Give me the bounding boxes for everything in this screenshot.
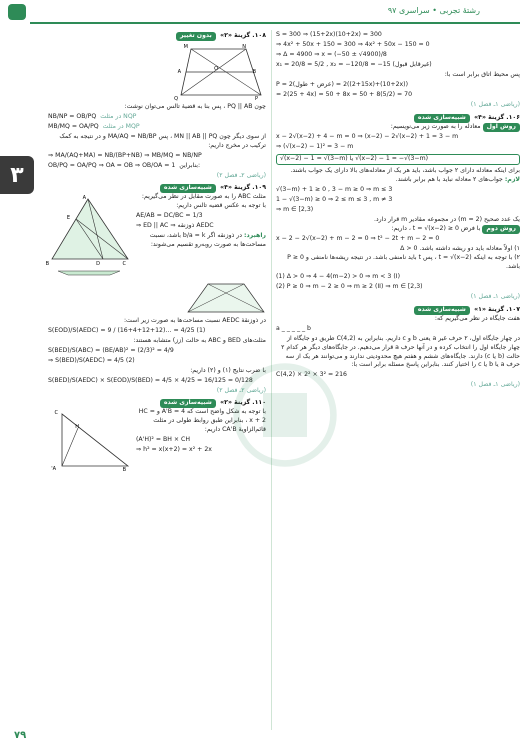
equation: ⇒ Δ = 4900 ⇒ x = (−50 ± √4900)/8 — [276, 50, 387, 58]
right-column — [276, 30, 520, 390]
equation: ⇒ h² = x(x+2) = x² + 2x — [136, 445, 212, 453]
equation: ⇒ 4x² + 50x + 150 = 300 ⇒ 4x² + 50x − 150 = 0 — [276, 40, 430, 48]
equation: ⇒ ED || AC ⇒ ذوزنقه AEDC — [136, 221, 214, 229]
solution-text: با ضرب نتایج (۱) و (۲) داریم: — [190, 366, 266, 374]
problem-106: ۱۰۶. گزینهٔ «۴» شبیه‌سازی شده روش اول معادله را به صورت زیر می‌نویسیم: x − 2√(x−2) + 4 − m = 0 ⇒ (x−2) − 2√(x−2) + 1 = 3 − m ⇒ (√(x−2) − 1)² = 3 − m √(x−2) − 1 = √(3−m) یا √(x−2) − 1 = −√(3−m) برای اینکه معادله دارای ۲ جواب باشد، باید هر یک از معادله‌های بالا دارای یک جواب باشند. لازم: جواب‌های ۲ معادله نباید با هم برابر باشند. √(3−m) + 1 ≥ 0 , 3 − m ≥ 0 ⇒ m ≤ 3 1 − √(3−m) ≥ 0 ⇒ 2 ≤ m ≤ 3 , m ≠ 3 ⇒ m ∈ [2,3) یک عدد صحیح (m = 2) در مجموعه مقادیر m قرار دارد. روش دوم با فرض t = √(x−2) ≥ 0 ، داریم: x − 2 − 2√(x−2) + m − 2 = 0 ⇒ t² − 2t + m − 2 = 0 ۱) اولاً معادله باید دو ریشه داشته باشد. Δ > 0 ۲) با توجه به اینکه t = √(x−2) ، پس t باید نامنفی باشد. در نتیجه ریشه‌ها نامنفی و P ≥ 0 باشد. (1) Δ > 0 ⇒ 4 − 4(m−2) > 0 ⇒ m < 3 (I) (2) P ≥ 0 ⇒ m − 2 ≥ 0 ⇒ m ≥ 2 (II) ⇒ m ∈ [2,3) (ریاضی ۱ـ فصل ۱) — [276, 113, 520, 300]
problem-number: ۱۰۶. گزینهٔ «۴» — [474, 113, 520, 121]
previous-solution-tail — [276, 31, 520, 110]
equation: AE/AB = DC/BC = 1/3 — [136, 211, 203, 219]
svg-text:O: O — [214, 65, 218, 72]
equation-label: در مثلث MQP — [102, 122, 140, 130]
problem-heading — [276, 114, 520, 123]
svg-text:E: E — [66, 214, 70, 221]
solution-text: از سوی دیگر چون MN || AB || PQ ، پس MA/AQ = NB/BP و در نتیجه به کمک ترکیب در مخرج داریم: — [59, 132, 266, 149]
problem-number: ۱۱۰. گزینهٔ «۲» — [220, 398, 266, 406]
svg-text:N: N — [242, 43, 246, 50]
ratio-trapezoid-figure — [186, 281, 266, 315]
source-ref: (ریاضی ۱ـ فصل ۱) — [470, 292, 520, 300]
equation: 1 − √(3−m) ≥ 0 ⇒ 2 ≤ m ≤ 3 , m ≠ 3 — [276, 195, 393, 203]
equation-label: بنابراین: — [179, 161, 201, 169]
status-badge: شبیه‌سازی شده — [160, 399, 216, 408]
equation: = 2(25 + 4x) = 50 + 8x = 50 + 8(5/2) = 70 — [276, 90, 413, 98]
solution-text: ۱) اولاً معادله باید دو ریشه داشته باشد. Δ > 0 — [400, 244, 520, 252]
equation-label: در مثلث NQP — [100, 112, 137, 120]
problem-number: ۱۰۷. گزینهٔ «۱» — [474, 305, 520, 313]
equation: ⇒ m ∈ [2,3) — [276, 205, 314, 213]
equation: x − 2√(x−2) + 4 − m = 0 ⇒ (x−2) − 2√(x−2) + 1 = 3 − m — [276, 132, 459, 140]
book-logo-icon — [8, 4, 26, 20]
solution-text: پس محیط اتاق برابر است با: — [444, 70, 520, 78]
tip-box: راهبرد: در ذوزنقه اگر b/a = k باشد، نسبت مساحت‌ها به صورت روبه‌رو تقسیم می‌شوند: — [149, 231, 266, 248]
solution-text: یک عدد صحیح (m = 2) در مجموعه مقادیر m قرار دارد. — [373, 215, 520, 223]
page-number: ۷۹ — [14, 730, 27, 741]
svg-text:A: A — [82, 194, 86, 201]
equation: ⇒ MA/(AQ+MA) = NB/(BP+NB) ⇒ MB/MQ = NB/NP — [48, 151, 202, 159]
svg-text:Q: Q — [174, 95, 178, 102]
equation: (2) P ≥ 0 ⇒ m − 2 ≥ 0 ⇒ m ≥ 2 (II) ⇒ m ∈ [2,3) — [276, 282, 423, 290]
status-badge: شبیه‌سازی شده — [160, 184, 216, 193]
equation: P = 2(عرض + طول) = 2((15+2x)+(10+2x)) — [276, 80, 409, 88]
header-rule — [30, 22, 520, 24]
header-title: رشتهٔ تجربی • سراسری ۹۷ — [387, 6, 480, 15]
equation: ⇒ S(BED)/S(AEDC) = 4/5 (2) — [48, 356, 135, 364]
source-ref: (ریاضی ۲ـ فصل ۲) — [216, 386, 266, 394]
chapter-tab: ۳ — [0, 156, 34, 194]
solution-text: با توجه به عکس قضیه تالس داریم: — [176, 201, 266, 209]
svg-text:B: B — [45, 260, 49, 267]
problem-108 — [48, 32, 266, 181]
svg-text:C: C — [122, 260, 126, 267]
right-triangle-figure — [48, 410, 132, 472]
equation-box: √(x−2) − 1 = √(3−m) یا √(x−2) − 1 = −√(3−m) — [276, 154, 520, 165]
method-label: روش دوم — [482, 225, 520, 234]
svg-text:A': A' — [51, 465, 56, 472]
equation: OB/PQ = OA/PQ ⇒ OA = OB ⇒ OB/OA = 1 بنابراین: — [48, 161, 201, 169]
equation: C(4,2) × 2² × 3² = 216 — [276, 371, 347, 379]
source-ref: (ریاضی ۲ـ فصل ۲) — [216, 171, 266, 179]
svg-text:P: P — [254, 95, 258, 102]
solution-text: با فرض t = √(x−2) ≥ 0 ، داریم: — [391, 224, 481, 232]
equation: ⇒ (√(x−2) − 1)² = 3 − m — [276, 142, 354, 150]
solution-text: مثلث‌های BED و ABC به حالت (زز) متشابه هستند: — [133, 336, 266, 344]
equation: √(3−m) + 1 ≥ 0 , 3 − m ≥ 0 ⇒ m ≤ 3 — [276, 185, 393, 193]
problem-number: ۱۰۸. گزینهٔ «۲» — [220, 32, 266, 39]
slots-diagram: a _ _ _ _ _ b — [276, 324, 311, 332]
problem-heading — [48, 32, 266, 41]
equation: S = 300 ⇒ (15+2x)(10+2x) = 300 — [276, 31, 382, 38]
problem-number: ۱۰۹. گزینهٔ «۴» — [220, 183, 266, 191]
solution-text: در ذوزنقهٔ AEDC نسبت مساحت‌ها به صورت زیر است: — [123, 316, 266, 324]
equation: MB/MQ = OA/PQ در مثلث MQP — [48, 122, 140, 130]
equation: S(BED)/S(ABC) = (BE/AB)² = (2/3)² = 4/9 — [48, 346, 174, 354]
svg-text:H: H — [75, 423, 79, 430]
svg-text:B: B — [252, 68, 256, 75]
equation: (1) Δ > 0 ⇒ 4 − 4(m−2) > 0 ⇒ m < 3 (I) — [276, 272, 400, 280]
solution-text: ۲) با توجه به اینکه t = √(x−2) ، پس t باید نامنفی باشد. در نتیجه ریشه‌ها نامنفی و P ≥ 0 باشد. — [287, 253, 520, 270]
svg-text:M: M — [183, 43, 188, 50]
trapezoid-figure — [176, 43, 266, 101]
svg-text:D: D — [96, 260, 100, 267]
page-header — [0, 0, 528, 22]
solution-text: با توجه به شکل واضح است که A'B = 4 و HC = x + 2 ، بنابراین طبق روابط طولی در مثلث قائم‌الزاویهٔ CA'B داریم: — [138, 407, 266, 433]
solution-text: چون PQ || AB ، پس بنا به قضیهٔ تالس می‌توان نوشت: — [124, 102, 266, 110]
watermark-logo-icon — [230, 360, 340, 470]
equation: S(BED)/S(AEDC) × S(EOD)/S(BED) = 4/5 × 4/25 = 16/125 = 0/128 — [48, 376, 253, 384]
source-ref: (ریاضی ۱ـ فصل ۱) — [470, 381, 520, 389]
status-badge: شبیه‌سازی شده — [414, 114, 470, 123]
method-label: روش اول — [483, 123, 520, 132]
problem-heading — [48, 184, 266, 193]
svg-text:B: B — [122, 466, 126, 473]
tip-label: لازم: — [504, 175, 520, 183]
svg-text:A: A — [177, 68, 181, 75]
equation: x − 2 − 2√(x−2) + m − 2 = 0 ⇒ t² − 2t + m − 2 = 0 — [276, 234, 440, 242]
solution-text: در چهار جایگاه اول، ۲ حرف غیر a یعنی b و c داریم. بنابراین به C(4,2) طریق دو جایگاه از چهار جایگاه اول را انتخاب کرده و در آنها حرف a قرار می‌دهیم. در جایگاه‌های دیگر هر کدام ۲ حالت (b یا c) دارند. جایگاه‌های ششم و هفتم هیچ محدودیتی ندارند و می‌توانند هر یک از سه حرف a یا b یا c را اختیار کنند. بنابراین پاسخ مسئله برابر است با: — [281, 334, 520, 369]
triangle-figure — [45, 194, 132, 277]
solution-text: مثلث ABC را به صورت مقابل در نظر می‌گیریم: — [141, 192, 266, 200]
svg-text:C: C — [54, 409, 58, 416]
source-ref: (ریاضی ۱ـ فصل ۱) — [470, 100, 520, 108]
solution-text: برای اینکه معادله دارای ۲ جواب باشد، باید هر یک از معادله‌های بالا دارای یک جواب باشند. — [290, 166, 520, 174]
status-badge: بدون تغییر — [176, 32, 216, 41]
equation: S(EOD)/S(AEDC) = 9 / (16+4+12+12)… = 4/25 (1) — [48, 326, 206, 334]
equation: NB/NP = OB/PQ در مثلث NQP — [48, 112, 137, 120]
equation: x₁ = 20/8 = 5/2 , x₂ = −120/8 = −15 (غیرقابل قبول) — [276, 60, 432, 68]
problem-heading — [276, 306, 520, 315]
status-badge: شبیه‌سازی شده — [414, 306, 470, 315]
equation: (A'H)² = BH × CH — [136, 435, 191, 443]
solution-text: هفت جایگاه در نظر می‌گیریم که: — [434, 314, 520, 322]
solution-text: معادله را به صورت زیر می‌نویسیم: — [390, 122, 481, 130]
